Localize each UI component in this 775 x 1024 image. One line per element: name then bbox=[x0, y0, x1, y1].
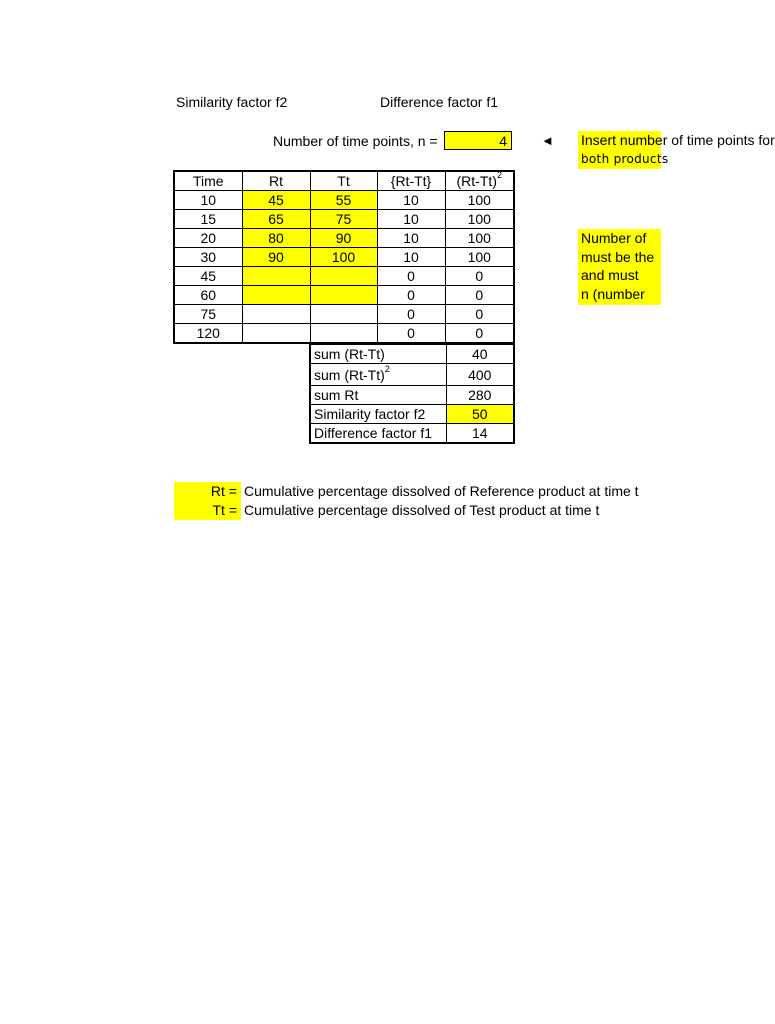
cell-tt[interactable]: 55 bbox=[310, 191, 377, 210]
sum-sq-label bbox=[310, 364, 446, 386]
arrow-left-icon: ◄ bbox=[541, 133, 554, 148]
summary-table bbox=[309, 343, 515, 444]
f2-label: Similarity factor f2 bbox=[310, 405, 446, 424]
col-header-sq-text: (Rt-Tt) bbox=[456, 173, 497, 189]
sum-sq-label-text: sum (Rt-Tt) bbox=[314, 366, 385, 383]
cell-diff: 0 bbox=[377, 305, 445, 324]
number-note-line3: and must bbox=[581, 267, 639, 283]
f1-value: 14 bbox=[446, 424, 514, 444]
cell-time: 20 bbox=[174, 229, 242, 248]
cell-rt[interactable]: 45 bbox=[242, 191, 310, 210]
cell-tt bbox=[310, 324, 377, 344]
sum-diff-label: sum (Rt-Tt) bbox=[310, 344, 446, 364]
table-row bbox=[174, 305, 514, 324]
cell-time: 30 bbox=[174, 248, 242, 267]
cell-time: 15 bbox=[174, 210, 242, 229]
cell-rt bbox=[242, 324, 310, 344]
legend-tt-key: Tt = bbox=[174, 501, 241, 520]
table-row bbox=[174, 267, 514, 286]
cell-sq: 0 bbox=[445, 267, 514, 286]
cell-rt[interactable] bbox=[242, 286, 310, 305]
cell-tt[interactable] bbox=[310, 286, 377, 305]
cell-sq: 100 bbox=[445, 248, 514, 267]
table-row bbox=[174, 210, 514, 229]
cell-time: 75 bbox=[174, 305, 242, 324]
cell-sq: 100 bbox=[445, 210, 514, 229]
sum-sq-value: 400 bbox=[446, 364, 514, 386]
sum-sq-label-sup: 2 bbox=[384, 363, 390, 374]
col-header-diff: {Rt-Tt} bbox=[377, 171, 445, 191]
cell-sq: 0 bbox=[445, 324, 514, 344]
f1-row bbox=[310, 424, 514, 444]
cell-diff: 10 bbox=[377, 191, 445, 210]
number-note bbox=[578, 229, 661, 305]
cell-rt[interactable]: 90 bbox=[242, 248, 310, 267]
dissolution-table bbox=[173, 170, 515, 344]
table-row bbox=[174, 248, 514, 267]
cell-diff: 10 bbox=[377, 248, 445, 267]
cell-sq: 100 bbox=[445, 229, 514, 248]
cell-rt bbox=[242, 305, 310, 324]
table-body bbox=[174, 191, 514, 344]
cell-diff: 10 bbox=[377, 229, 445, 248]
sum-rt-value: 280 bbox=[446, 386, 514, 405]
f2-value: 50 bbox=[446, 405, 514, 424]
number-note-line4: n (number bbox=[581, 285, 645, 302]
cell-tt[interactable] bbox=[310, 267, 377, 286]
cell-time: 60 bbox=[174, 286, 242, 305]
cell-rt[interactable]: 80 bbox=[242, 229, 310, 248]
legend-rt-key: Rt = bbox=[174, 482, 241, 501]
similarity-title: Similarity factor f2 bbox=[176, 94, 288, 110]
cell-diff: 0 bbox=[377, 324, 445, 344]
insert-note-line2: both products bbox=[581, 151, 669, 166]
sum-rt-label: sum Rt bbox=[310, 386, 446, 405]
f1-label: Difference factor f1 bbox=[310, 424, 446, 444]
cell-sq: 0 bbox=[445, 305, 514, 324]
cell-tt[interactable]: 90 bbox=[310, 229, 377, 248]
n-label: Number of time points, n = bbox=[273, 133, 438, 149]
sum-sq-row bbox=[310, 364, 514, 386]
cell-time: 10 bbox=[174, 191, 242, 210]
difference-title: Difference factor f1 bbox=[380, 94, 499, 110]
col-header-rt: Rt bbox=[242, 171, 310, 191]
table-row bbox=[174, 286, 514, 305]
cell-diff: 0 bbox=[377, 286, 445, 305]
insert-note bbox=[578, 131, 775, 169]
cell-time: 120 bbox=[174, 324, 242, 344]
cell-sq: 100 bbox=[445, 191, 514, 210]
cell-diff: 0 bbox=[377, 267, 445, 286]
number-note-line2: must be the bbox=[581, 248, 655, 265]
table-row bbox=[174, 191, 514, 210]
insert-note-line1: Insert number of time points for bbox=[581, 132, 775, 148]
cell-sq: 0 bbox=[445, 286, 514, 305]
cell-diff: 10 bbox=[377, 210, 445, 229]
sum-diff-row bbox=[310, 344, 514, 364]
n-input[interactable]: 4 bbox=[444, 131, 512, 150]
table-row bbox=[174, 324, 514, 344]
sum-diff-value: 40 bbox=[446, 344, 514, 364]
legend-rt-text: Cumulative percentage dissolved of Reference product at time t bbox=[244, 483, 639, 499]
number-note-line1: Number of bbox=[581, 230, 647, 246]
cell-tt[interactable]: 100 bbox=[310, 248, 377, 267]
f2-row bbox=[310, 405, 514, 424]
legend-tt-text: Cumulative percentage dissolved of Test product at time t bbox=[244, 502, 600, 518]
cell-tt bbox=[310, 305, 377, 324]
cell-rt[interactable] bbox=[242, 267, 310, 286]
col-header-tt: Tt bbox=[310, 171, 377, 191]
col-header-time: Time bbox=[174, 171, 242, 191]
table-header-row bbox=[174, 171, 514, 191]
col-header-sq-sup: 2 bbox=[496, 170, 502, 181]
col-header-sq bbox=[445, 171, 514, 191]
cell-tt[interactable]: 75 bbox=[310, 210, 377, 229]
cell-time: 45 bbox=[174, 267, 242, 286]
table-row bbox=[174, 229, 514, 248]
sum-rt-row bbox=[310, 386, 514, 405]
cell-rt[interactable]: 65 bbox=[242, 210, 310, 229]
